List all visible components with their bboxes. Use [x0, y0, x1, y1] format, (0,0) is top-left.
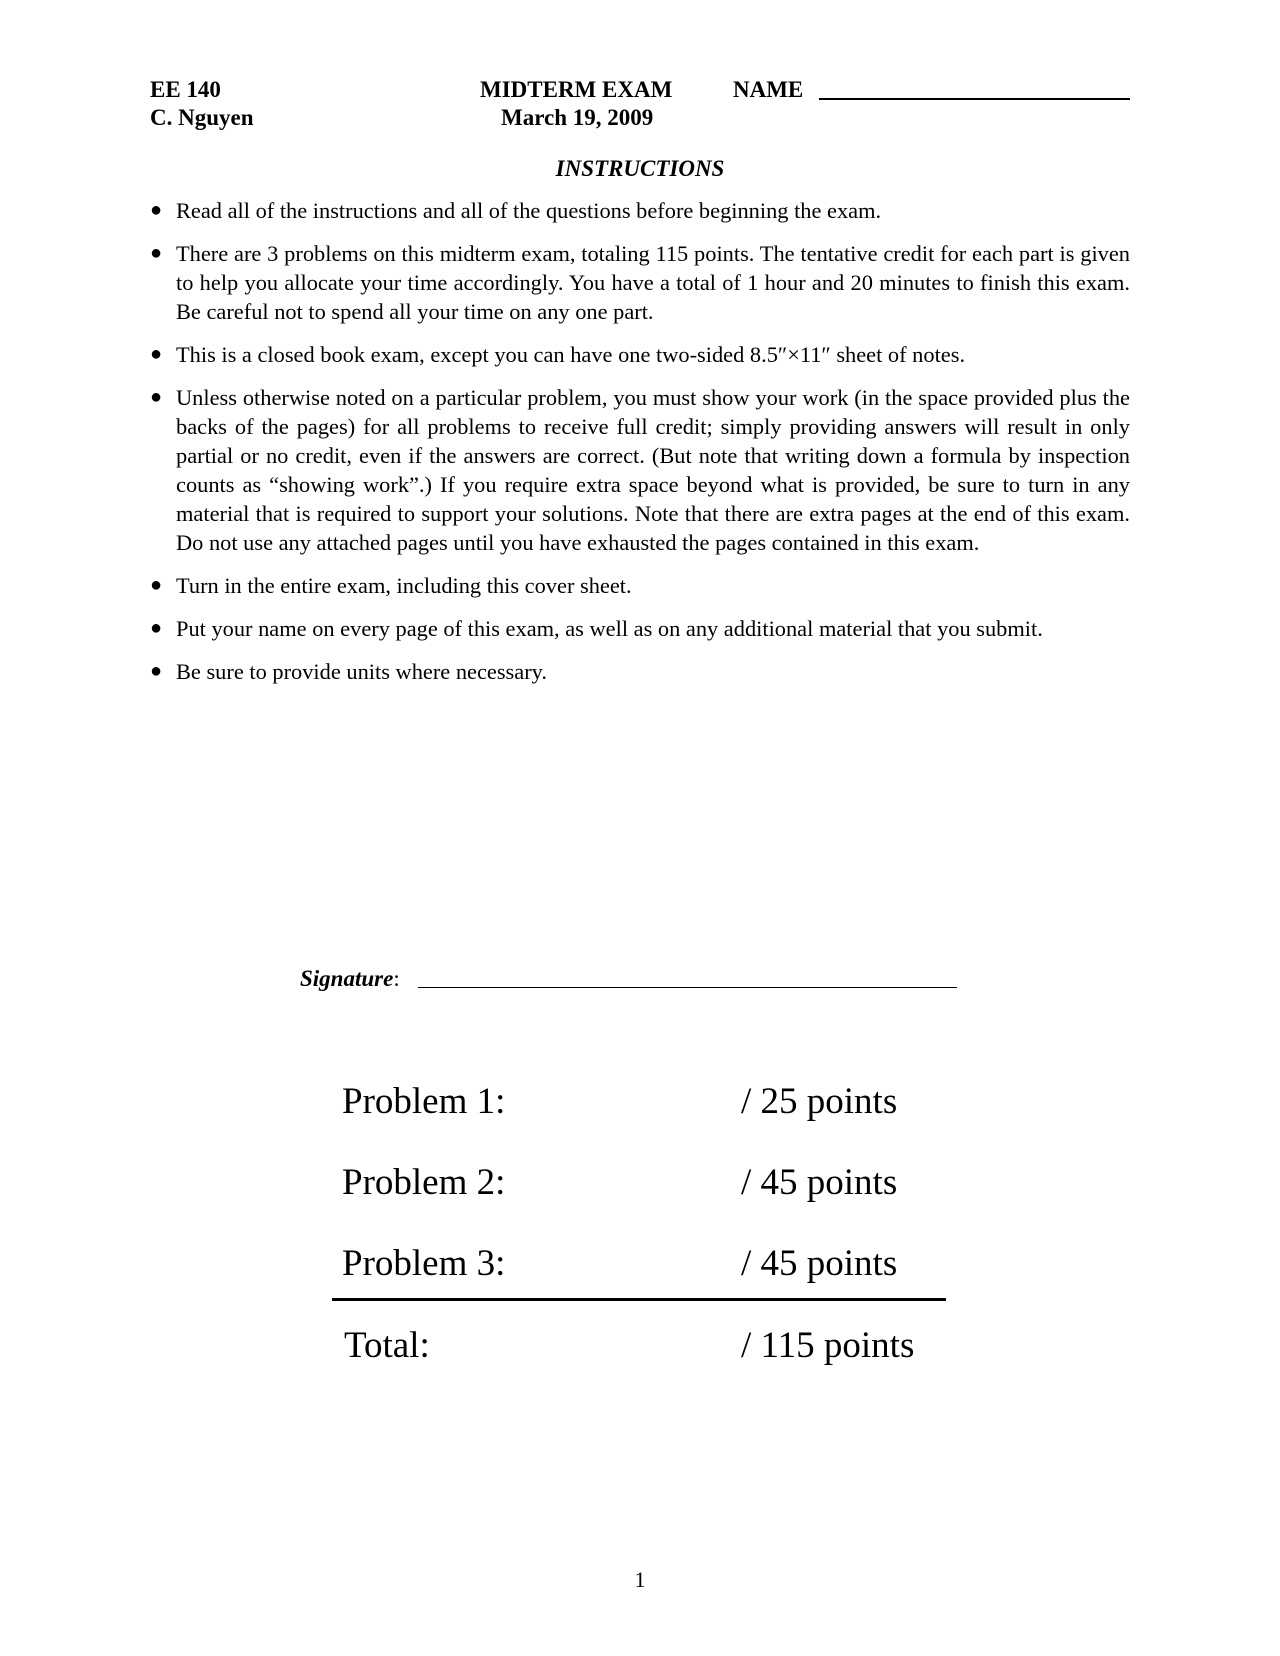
- instructions-list: [148, 196, 1130, 700]
- course-code: EE 140: [150, 77, 221, 102]
- name-label: NAME: [733, 77, 804, 102]
- instruction-text: There are 3 problems on this midterm exam, totaling 115 points. The tentative credit for each part is given to help you allocate your time accordingly. You have a total of 1 hour and 20 minutes to finish this exam. Be careful not to spend all your time on any one part.: [176, 241, 1130, 324]
- name-blank-line[interactable]: [819, 98, 1130, 100]
- instruction-item: [148, 571, 1130, 600]
- signature-blank-line[interactable]: [418, 987, 957, 988]
- signature-label: [300, 965, 400, 993]
- instructions-heading: INSTRUCTIONS: [555, 156, 725, 181]
- signature-colon: :: [393, 966, 400, 991]
- page-number: 1: [634, 1567, 646, 1592]
- problem-1-points: / 25 points: [741, 1081, 898, 1122]
- instruction-text: Put your name on every page of this exam, as well as on any additional material that you submit.: [176, 616, 1043, 641]
- bullet-icon: ●: [150, 386, 163, 408]
- instruction-text: Be sure to provide units where necessary.: [176, 659, 547, 684]
- instruction-text: This is a closed book exam, except you can have one two-sided 8.5″×11″ sheet of notes.: [176, 342, 966, 367]
- instruction-item: [148, 383, 1130, 557]
- instruction-text: Turn in the entire exam, including this cover sheet.: [176, 573, 632, 598]
- bullet-icon: ●: [150, 660, 163, 682]
- exam-date: March 19, 2009: [501, 105, 654, 130]
- problem-3-label: Problem 3:: [342, 1243, 506, 1284]
- total-divider: [332, 1298, 946, 1301]
- problem-2-label: Problem 2:: [342, 1162, 506, 1203]
- bullet-icon: ●: [150, 343, 163, 365]
- instruction-item: [148, 614, 1130, 643]
- instruction-text: Unless otherwise noted on a particular problem, you must show your work (in the space provided plus the backs of the pages) for all problems to receive full credit; simply providing answers will result in only partial or no credit, even if the answers are correct. (But note that writing down a formula by inspection counts as “showing work”.) If you require extra space beyond what is provided, be sure to turn in any material that is required to support your solutions. Note that there are extra pages at the end of this exam. Do not use any attached pages until you have exhausted the pages contained in this exam.: [176, 385, 1130, 555]
- problem-2-points: / 45 points: [741, 1162, 898, 1203]
- instruction-item: [148, 340, 1130, 369]
- total-label: Total:: [344, 1325, 430, 1366]
- signature-word: Signature: [300, 966, 394, 991]
- instruction-item: [148, 196, 1130, 225]
- bullet-icon: ●: [150, 617, 163, 639]
- bullet-icon: ●: [150, 242, 163, 264]
- instruction-item: [148, 239, 1130, 326]
- problem-1-label: Problem 1:: [342, 1081, 506, 1122]
- total-points: / 115 points: [741, 1325, 915, 1366]
- exam-title: MIDTERM EXAM: [480, 77, 673, 102]
- bullet-icon: ●: [150, 199, 163, 221]
- instruction-text: Read all of the instructions and all of the questions before beginning the exam.: [176, 198, 882, 223]
- instruction-item: [148, 657, 1130, 686]
- problem-3-points: / 45 points: [741, 1243, 898, 1284]
- instructor-name: C. Nguyen: [150, 105, 254, 130]
- bullet-icon: ●: [150, 574, 163, 596]
